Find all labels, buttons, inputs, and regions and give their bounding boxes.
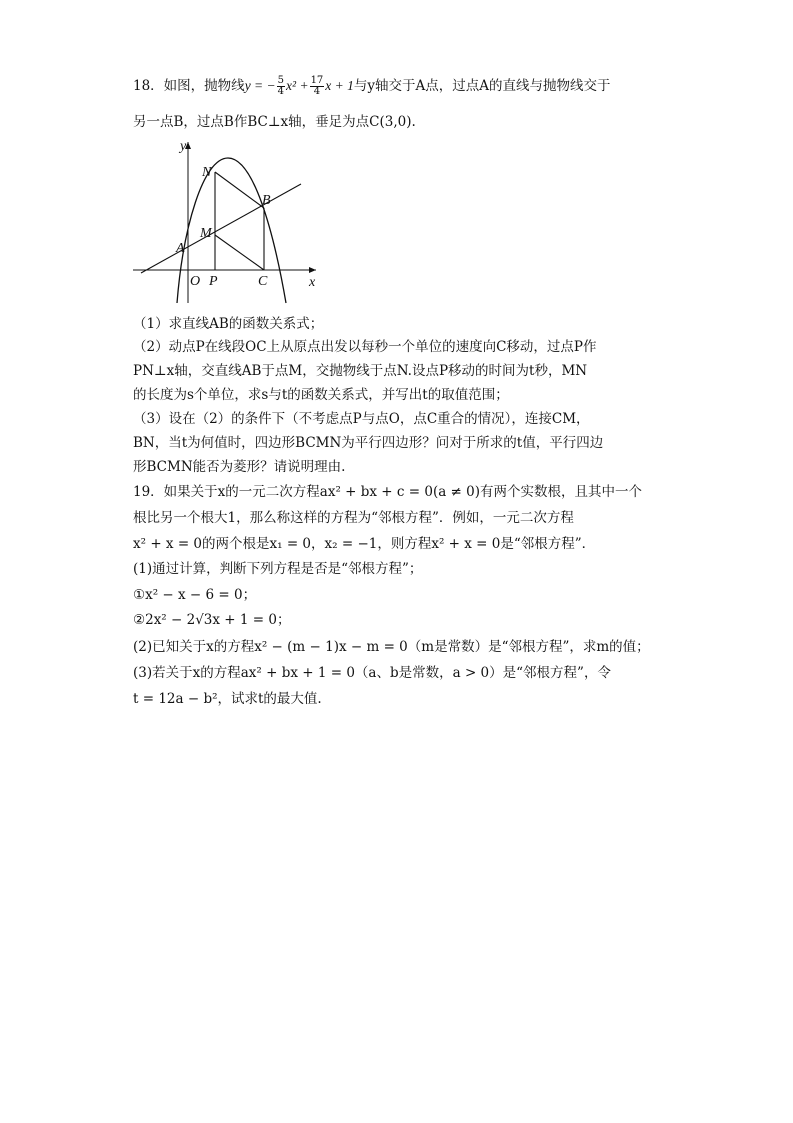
q18-part-2-line-2: PN⊥x轴，交直线AB于点M，交抛物线于点N.设点P移动的时间为t秒，MN — [133, 363, 588, 379]
label-o: O — [190, 274, 201, 289]
label-x: x — [309, 275, 316, 290]
label-b: B — [262, 193, 271, 208]
q19-line-1: 19．如果关于x的一元二次方程ax² + bx + c = 0(a ≠ 0)有两个实数根，且其中一个 — [133, 484, 643, 500]
x-axis-arrow-icon — [309, 267, 316, 273]
q19-line-2: 根比另一个根大1，那么称这样的方程为“邻根方程”．例如，一元二次方程 — [133, 510, 574, 526]
q18-part-1: （1）求直线AB的函数关系式； — [133, 316, 324, 332]
label-y: y — [180, 139, 187, 154]
parabola-diagram — [133, 138, 323, 308]
q18-line-2: 另一点B，过点B作BC⊥x轴，垂足为点C(3,0). — [133, 114, 416, 130]
label-c: C — [258, 274, 268, 289]
q19-line-6: ②2x² − 2√3x + 1 = 0； — [133, 612, 291, 628]
parabola-mid: x² + — [286, 78, 309, 93]
q18-part-3-line-3: 形BCMN能否为菱形？请说明理由. — [133, 459, 346, 475]
q18-intro-b: 与y轴交于A点，过点A的直线与抛物线交于 — [353, 78, 611, 94]
parabola-lhs: y = − — [244, 78, 276, 93]
label-n: N — [202, 165, 212, 180]
parabola-end: x + 1 — [325, 78, 354, 93]
q19-line-9: t = 12a − b²，试求t的最大值. — [133, 691, 322, 707]
q18-part-3-line-2: BN，当t为何值时，四边形BCMN为平行四边形？问对于所求的t值，平行四边 — [133, 435, 604, 451]
q19-line-3: x² + x = 0的两个根是x₁ = 0，x₂ = −1，则方程x² + x = 0是“邻根方程”． — [133, 536, 596, 552]
label-a: A — [176, 241, 185, 256]
q19-line-4: (1)通过计算，判断下列方程是否是“邻根方程”； — [133, 561, 423, 577]
q19-line-7: (2)已知关于x的方程x² − (m − 1)x − m = 0（m是常数）是“邻根方程”，求m的值； — [133, 639, 650, 655]
q19-line-5: ①x² − x − 6 = 0； — [133, 587, 257, 603]
q18-part-2-line-1: （2）动点P在线段OC上从原点出发以每秒一个单位的速度向C移动，过点P作 — [133, 339, 597, 355]
fraction-17-4: $\frac{17}{4}$ — [310, 75, 324, 97]
parabola-figure — [133, 138, 323, 308]
label-p: P — [209, 274, 218, 289]
q18-line-1 — [133, 76, 611, 97]
segment-mc — [215, 235, 264, 270]
q18-part-3-line-1: （3）设在（2）的条件下（不考虑点P与点O，点C重合的情况），连接CM， — [133, 411, 590, 427]
fraction-5-4: $\frac{5}{4}$ — [277, 75, 285, 97]
q18-part-2-line-3: 的长度为s个单位，求s与t的函数关系式，并写出t的取值范围； — [133, 387, 509, 403]
q19-line-8: (3)若关于x的方程ax² + bx + 1 = 0（a、b是常数，a > 0）是“邻根方程”，令 — [133, 665, 611, 681]
label-m: M — [200, 226, 212, 241]
q18-intro-a: 18．如图，抛物线 — [133, 78, 245, 94]
